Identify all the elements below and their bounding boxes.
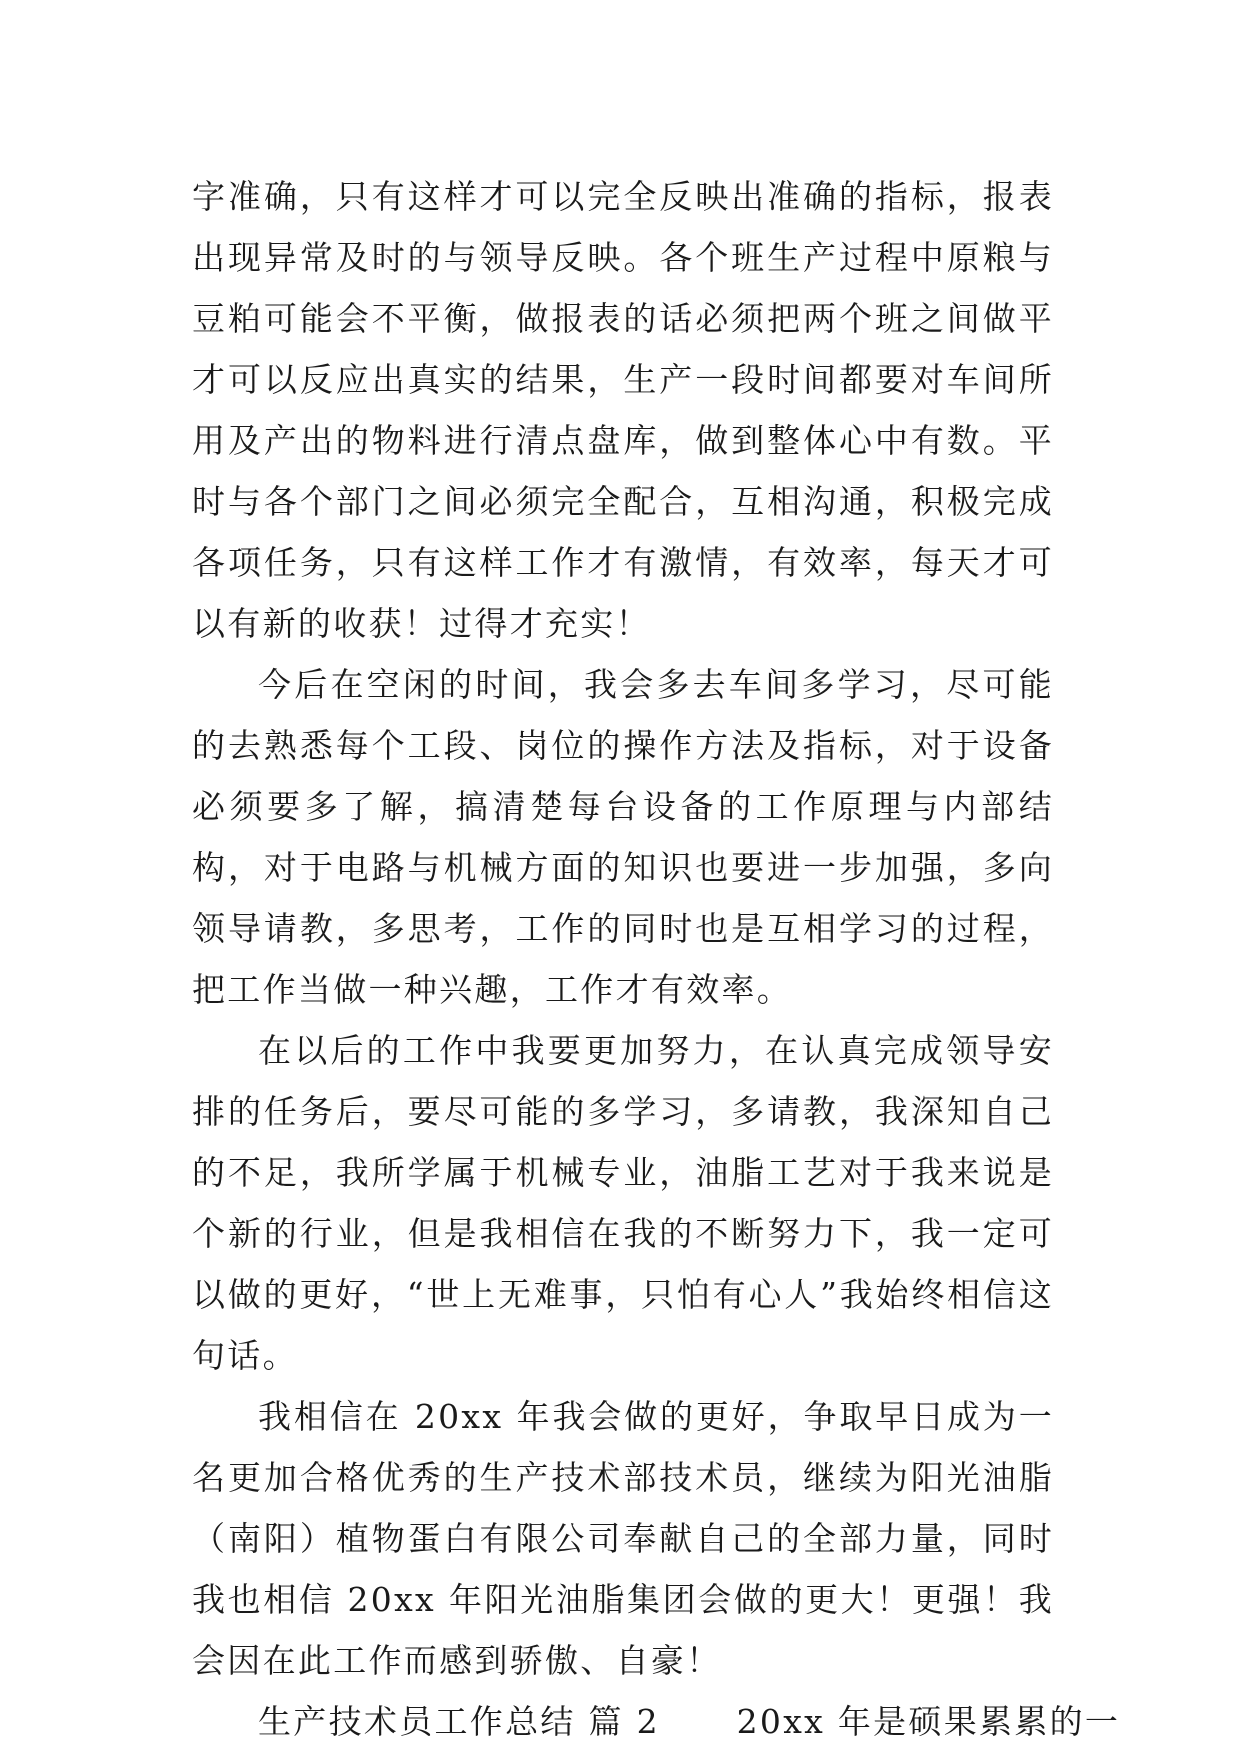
paragraph-continuation: 字准确，只有这样才可以完全反映出准确的指标，报表出现异常及时的与领导反映。各个班生产过程中原粮与豆粕可能会不平衡，做报表的话必须把两个班之间做平才可以反应出真实的结果，生产一段时间都要对车间所用及产出的物料进行清点盘库，做到整体心中有数。平时与各个部门之间必须完全配合，互相沟通，积极完成各项任务，只有这样工作才有激情，有效率，每天才可以有新的收获！过得才充实！	[192, 177, 1054, 643]
paragraph-future-plans: 今后在空闲的时间，我会多去车间多学习，尽可能的去熟悉每个工段、岗位的操作方法及指标，对于设备必须要多了解，搞清楚每台设备的工作原理与内部结构，对于电路与机械方面的知识也要进一步加强，多向领导请教，多思考，工作的同时也是互相学习的过程，把工作当做一种兴趣，工作才有效率。	[192, 665, 1054, 1009]
paragraph-work-attitude: 在以后的工作中我要更加努力，在认真完成领导安排的任务后，要尽可能的多学习，多请教，我深知自己的不足，我所学属于机械专业，油脂工艺对于我来说是个新的行业，但是我相信在我的不断努力下，我一定可以做的更好，“世上无难事，只怕有心人”我始终相信这句话。	[192, 1031, 1054, 1375]
section-intro-text: 20xx 年是硕果累累的一	[736, 1702, 1121, 1741]
section-heading-line	[192, 1691, 1121, 1752]
document-body	[192, 166, 1121, 1752]
section-heading: 生产技术员工作总结 篇 2	[258, 1702, 660, 1741]
paragraph-outlook: 我相信在 20xx 年我会做的更好，争取早日成为一名更加合格优秀的生产技术部技术员，继续为阳光油脂（南阳）植物蛋白有限公司奉献自己的全部力量，同时我也相信 20xx 年阳光油脂集团会做的更大！更强！我会因在此工作而感到骄傲、自豪！	[192, 1397, 1054, 1680]
